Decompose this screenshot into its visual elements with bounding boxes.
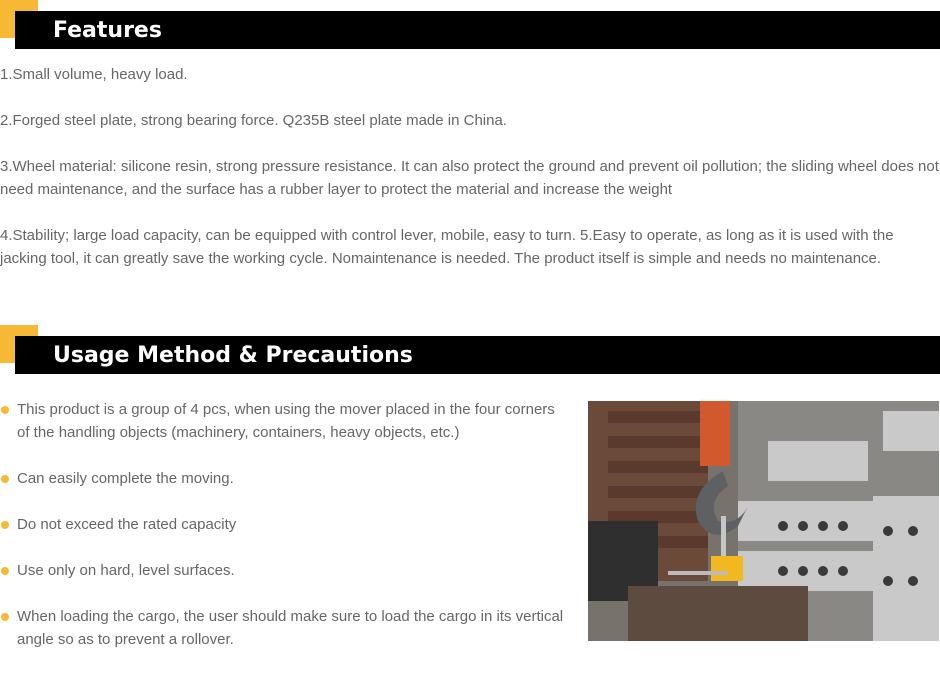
usage-list xyxy=(0,398,570,674)
bullet-icon xyxy=(1,406,9,414)
usage-title: Usage Method & Precautions xyxy=(53,343,413,368)
product-photo xyxy=(588,401,939,641)
usage-item: Use only on hard, level surfaces. xyxy=(0,559,570,582)
feature-item: 2.Forged steel plate, strong bearing force. Q235B steel plate made in China. xyxy=(0,112,507,129)
warehouse-lifter-image xyxy=(588,401,939,641)
bullet-icon xyxy=(1,521,9,529)
bullet-icon xyxy=(1,567,9,575)
bullet-icon xyxy=(1,613,9,621)
feature-item: 1.Small volume, heavy load. xyxy=(0,66,188,83)
features-header xyxy=(0,0,940,50)
usage-item: Can easily complete the moving. xyxy=(0,467,570,490)
usage-header xyxy=(0,325,940,375)
usage-item: This product is a group of 4 pcs, when using the mover placed in the four corners of the handling objects (machinery, containers, heavy objects, etc.) xyxy=(0,398,570,444)
bullet-icon xyxy=(1,475,9,483)
features-title: Features xyxy=(53,18,162,43)
usage-item: When loading the cargo, the user should make sure to load the cargo in its vertical angle so as to prevent a rollover. xyxy=(0,605,570,651)
usage-item: Do not exceed the rated capacity xyxy=(0,513,570,536)
feature-item: 4.Stability; large load capacity, can be equipped with control lever, mobile, easy to turn. 5.Easy to operate, as long as it is used with the jacking tool, it can greatly save the working cycle. Nomaintenance is needed. The product itself is simple and needs no maintenance. xyxy=(0,227,894,267)
feature-item: 3.Wheel material: silicone resin, strong pressure resistance. It can also protect the ground and prevent oil pollution; the sliding wheel does not need maintenance, and the surface has a rubber layer to protect the material and increase the weight xyxy=(0,158,939,198)
